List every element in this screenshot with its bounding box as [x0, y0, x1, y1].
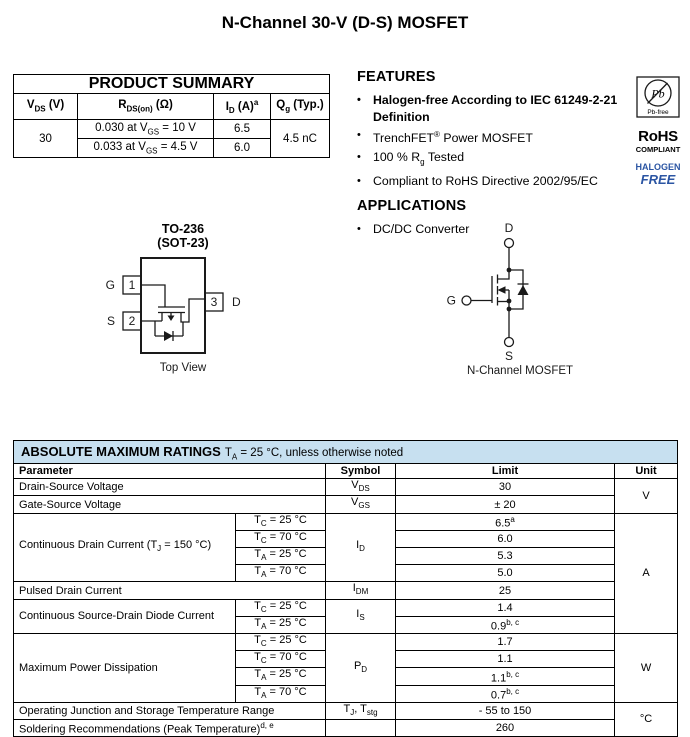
condition-cell: $T_A = 25$ °C [236, 668, 326, 685]
applications-heading: APPLICATIONS [357, 198, 467, 215]
product-summary-table [13, 74, 330, 158]
unit-cell: W [615, 633, 678, 702]
condition-cell: $T_A = 25$ °C [236, 548, 326, 565]
symbol-cell: $T_J$, $T_{stg}$ [326, 702, 396, 719]
product-summary-title: PRODUCT SUMMARY [14, 75, 330, 94]
table-row [14, 496, 678, 513]
limit-cell: 6.0 [396, 530, 615, 547]
limit-cell: ± 20 [396, 496, 615, 513]
svg-text:Pb: Pb [651, 86, 665, 101]
param-cell: Maximum Power Dissipation [14, 633, 236, 702]
compliant-label: COMPLIANT [635, 145, 681, 154]
absolute-maximum-ratings-table [13, 440, 678, 737]
svg-text:1: 1 [128, 278, 136, 292]
param-cell: Continuous Drain Current ($T_J = 150$ °C) [14, 513, 236, 582]
limit-cell: 1.7 [396, 633, 615, 650]
param-cell: Gate-Source Voltage [14, 496, 326, 513]
param-cell: Operating Junction and Storage Temperature Range [14, 702, 326, 719]
condition-cell: $T_C = 70$ °C [236, 530, 326, 547]
limit-cell: - 55 to 150 [396, 702, 615, 719]
symbol-cell [326, 719, 396, 736]
col-header-unit: Unit [615, 464, 678, 479]
svg-text:Top View: Top View [159, 362, 207, 374]
bullet-icon: • [357, 223, 361, 236]
id-value: 6.5 [214, 120, 271, 139]
limit-cell: 25 [396, 582, 615, 599]
table-row [14, 719, 678, 736]
package-diagram [58, 219, 308, 379]
svg-text:S: S [504, 349, 514, 363]
unit-cell: °C [615, 702, 678, 736]
limit-cell: 6.5$^a$ [396, 513, 615, 530]
limit-cell: 5.3 [396, 548, 615, 565]
id-value: 6.0 [214, 139, 271, 158]
condition-cell: $T_A = 70$ °C [236, 685, 326, 702]
symbol-cell: $V_{DS}$ [326, 479, 396, 496]
svg-text:2: 2 [128, 314, 136, 328]
limit-cell: 30 [396, 479, 615, 496]
table-row [14, 582, 678, 599]
bullet-icon: • [357, 150, 361, 163]
feature-item [357, 149, 629, 171]
param-cell: Pulsed Drain Current [14, 582, 326, 599]
limit-cell: 5.0 [396, 565, 615, 582]
unit-cell: V [615, 479, 678, 513]
table-row [14, 702, 678, 719]
svg-text:TO-236: TO-236 [161, 222, 205, 236]
svg-text:N-Channel MOSFET: N-Channel MOSFET [466, 365, 574, 377]
table-row [14, 120, 330, 139]
amr-subtitle: $T_A = 25$ °C, unless otherwise noted [224, 447, 404, 462]
features-heading: FEATURES [357, 69, 436, 85]
feature-text: TrenchFET® Power MOSFET [373, 130, 533, 146]
rohs-label: RoHS [638, 128, 678, 145]
qg-value: 4.5 nC [271, 120, 330, 158]
vds-value: 30 [14, 120, 78, 158]
feature-text: Compliant to RoHS Directive 2002/95/EC [373, 173, 598, 188]
feature-item [357, 173, 629, 190]
limit-cell: 260 [396, 719, 615, 736]
feature-text: 100 % $R_g$ Tested [373, 149, 465, 167]
symbol-cell: $P_D$ [326, 633, 396, 702]
table-row [14, 633, 678, 650]
param-cell: Drain-Source Voltage [14, 479, 326, 496]
col-header-id: $I_D$ $(A)^a$ [214, 94, 271, 120]
bullet-icon: • [357, 94, 361, 106]
limit-cell: 0.7$^{b, c}$ [396, 685, 615, 702]
limit-cell: 1.1 [396, 651, 615, 668]
symbol-cell: $I_D$ [326, 513, 396, 582]
rds-value: 0.033 at $V_{GS} = 4.5$ V [78, 139, 214, 158]
application-text: DC/DC Converter [373, 222, 470, 237]
col-header-rdson: $R_{DS(on)}$ (Ω) [78, 94, 214, 120]
condition-cell: $T_C = 25$ °C [236, 599, 326, 616]
pb-free-icon [636, 76, 680, 118]
col-header-qg: $Q_g$ (Typ.) [271, 94, 330, 120]
param-cell: Soldering Recommendations (Peak Temperature)$^{d, e}$ [14, 719, 326, 736]
param-cell: Continuous Source-Drain Diode Current [14, 599, 236, 633]
bullet-icon: • [357, 174, 361, 187]
svg-text:3: 3 [210, 295, 218, 309]
condition-cell: $T_C = 25$ °C [236, 633, 326, 650]
col-header-parameter: Parameter [14, 464, 326, 479]
feature-text: Halogen-free According to IEC 61249-2-21 Definition [373, 93, 618, 124]
feature-item [357, 92, 629, 125]
bullet-icon: • [357, 129, 361, 141]
compliance-badges [632, 76, 684, 187]
halogen-free-label: FREE [640, 172, 676, 187]
svg-text:D: D [504, 221, 514, 235]
symbol-cell: $I_S$ [326, 599, 396, 633]
page-title: N-Channel 30-V (D-S) MOSFET [221, 13, 469, 32]
svg-text:(SOT-23): (SOT-23) [157, 236, 209, 250]
col-header-vds: $V_{DS}$ (V) [14, 94, 78, 120]
symbol-cell: $V_{GS}$ [326, 496, 396, 513]
features-list [357, 92, 629, 189]
table-row [14, 479, 678, 496]
col-header-symbol: Symbol [326, 464, 396, 479]
svg-text:S: S [106, 314, 115, 328]
limit-cell: 1.1$^{b, c}$ [396, 668, 615, 685]
limit-cell: 0.9$^{b, c}$ [396, 616, 615, 633]
halogen-label: HALOGEN [635, 162, 681, 172]
symbol-cell: $I_{DM}$ [326, 582, 396, 599]
condition-cell: $T_A = 25$ °C [236, 616, 326, 633]
condition-cell: $T_C = 25$ °C [236, 513, 326, 530]
table-row [14, 513, 678, 530]
svg-text:G: G [446, 293, 456, 308]
mosfet-symbol-diagram [430, 213, 610, 385]
limit-cell: 1.4 [396, 599, 615, 616]
col-header-limit: Limit [396, 464, 615, 479]
condition-cell: $T_A = 70$ °C [236, 565, 326, 582]
amr-title: ABSOLUTE MAXIMUM RATINGS [21, 444, 221, 459]
svg-text:D: D [232, 295, 241, 309]
condition-cell: $T_C = 70$ °C [236, 651, 326, 668]
unit-cell: A [615, 513, 678, 633]
amr-title-bar [14, 441, 678, 464]
svg-text:Pb-free: Pb-free [647, 109, 669, 116]
table-row [14, 599, 678, 616]
feature-item [357, 127, 629, 147]
rds-value: 0.030 at $V_{GS} = 10$ V [78, 120, 214, 139]
svg-text:G: G [105, 278, 115, 292]
